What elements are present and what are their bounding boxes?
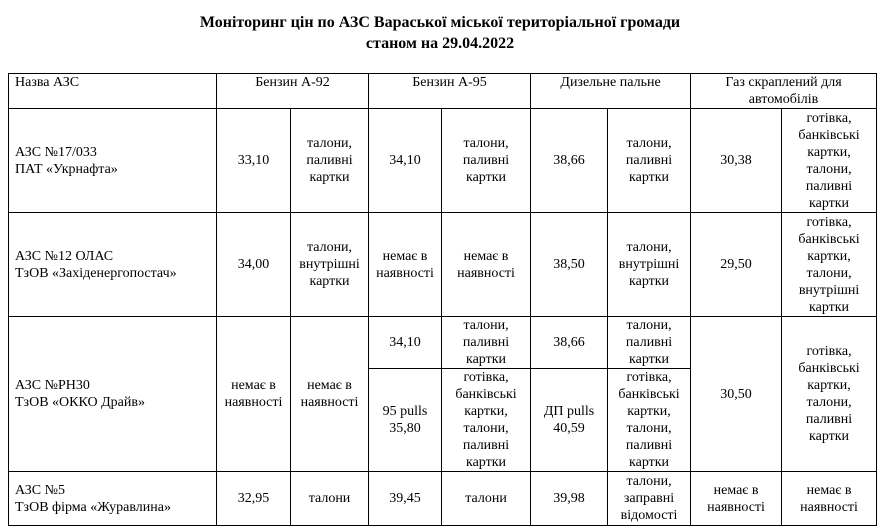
station-name: АЗС №12 ОЛАС ТзОВ «Західенергопостач» bbox=[9, 213, 217, 317]
gas-payment: немає в наявності bbox=[782, 472, 877, 526]
price-table bbox=[8, 73, 877, 526]
diesel-pulls-payment: готівка, банківські картки, талони, паливні картки bbox=[608, 369, 691, 472]
a95-payment: талони bbox=[442, 472, 531, 526]
header-gas: Газ скраплений для автомобілів bbox=[691, 74, 877, 109]
a95-payment: немає в наявності bbox=[442, 213, 531, 317]
header-a92: Бензин А-92 bbox=[217, 74, 369, 109]
a92-payment: талони, паливні картки bbox=[291, 109, 369, 213]
header-name: Назва АЗС bbox=[9, 74, 217, 109]
a92-payment: талони bbox=[291, 472, 369, 526]
a95-payment: талони, паливні картки bbox=[442, 317, 531, 369]
a92-price: 32,95 bbox=[217, 472, 291, 526]
diesel-price: 38,50 bbox=[531, 213, 608, 317]
a92-payment: талони, внутрішні картки bbox=[291, 213, 369, 317]
diesel-payment: талони, внутрішні картки bbox=[608, 213, 691, 317]
a92-price: 34,00 bbox=[217, 213, 291, 317]
table-row bbox=[9, 317, 877, 369]
a95-price: немає в наявності bbox=[369, 213, 442, 317]
diesel-price: 38,66 bbox=[531, 317, 608, 369]
diesel-price: 38,66 bbox=[531, 109, 608, 213]
a95-price: 39,45 bbox=[369, 472, 442, 526]
header-a95: Бензин А-95 bbox=[369, 74, 531, 109]
a95-price: 34,10 bbox=[369, 317, 442, 369]
diesel-price: 39,98 bbox=[531, 472, 608, 526]
a95-price: 34,10 bbox=[369, 109, 442, 213]
a95-payment: талони, паливні картки bbox=[442, 109, 531, 213]
a92-payment: немає в наявності bbox=[291, 317, 369, 472]
gas-price: 30,50 bbox=[691, 317, 782, 472]
diesel-payment: талони, заправні відомості bbox=[608, 472, 691, 526]
diesel-payment: талони, паливні картки bbox=[608, 109, 691, 213]
gas-price: 30,38 bbox=[691, 109, 782, 213]
gas-payment: готівка, банківські картки, талони, паливні картки bbox=[782, 109, 877, 213]
title-line-1: Моніторинг цін по АЗС Вараської міської територіальної громади bbox=[199, 14, 681, 31]
a95-pulls-payment: готівка, банківські картки, талони, паливні картки bbox=[442, 369, 531, 472]
station-name: АЗС №РН30 ТзОВ «ОККО Драйв» bbox=[9, 317, 217, 472]
header-diesel: Дизельне пальне bbox=[531, 74, 691, 109]
header-row bbox=[9, 74, 877, 109]
gas-price: немає в наявності bbox=[691, 472, 782, 526]
table-row bbox=[9, 472, 877, 526]
diesel-payment: талони, паливні картки bbox=[608, 317, 691, 369]
a92-price: немає в наявності bbox=[217, 317, 291, 472]
table-row bbox=[9, 109, 877, 213]
page-title bbox=[0, 12, 880, 54]
diesel-pulls-price: ДП pulls 40,59 bbox=[531, 369, 608, 472]
gas-payment: готівка, банківські картки, талони, паливні картки bbox=[782, 317, 877, 472]
station-name: АЗС №17/033 ПАТ «Укрнафта» bbox=[9, 109, 217, 213]
gas-payment: готівка, банківські картки, талони, внутрішні картки bbox=[782, 213, 877, 317]
station-name: АЗС №5 ТзОВ фірма «Журавлина» bbox=[9, 472, 217, 526]
title-line-2: станом на 29.04.2022 bbox=[365, 35, 515, 52]
a95-pulls-price: 95 pulls 35,80 bbox=[369, 369, 442, 472]
gas-price: 29,50 bbox=[691, 213, 782, 317]
table-row bbox=[9, 213, 877, 317]
a92-price: 33,10 bbox=[217, 109, 291, 213]
